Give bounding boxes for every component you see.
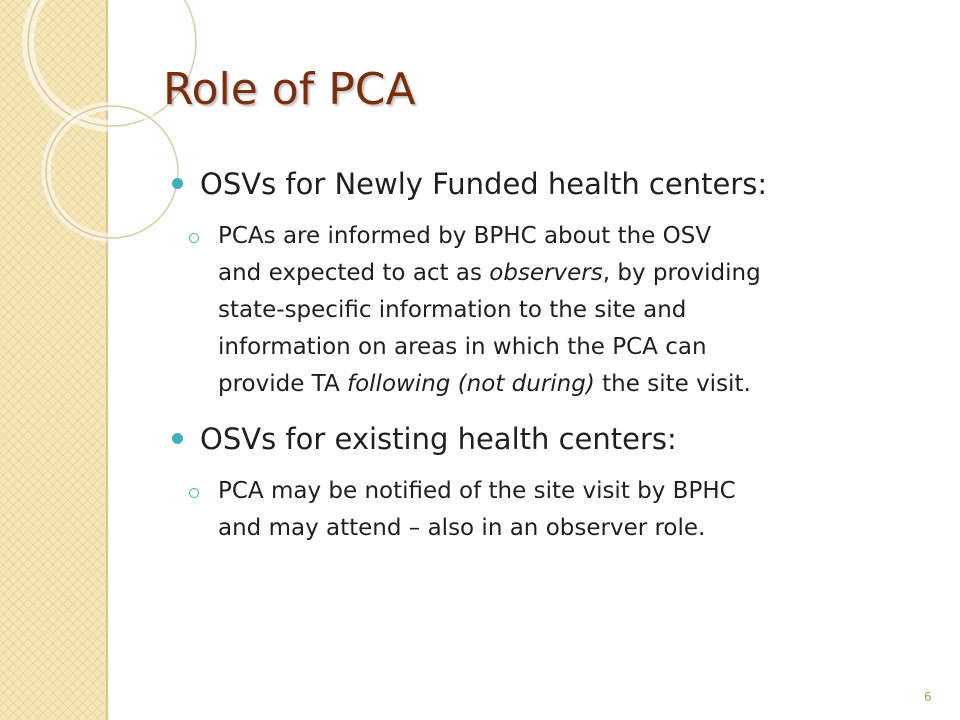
decorative-rings-icon [0,0,200,260]
bullet-existing [172,415,942,463]
text-run: state-specific information to the site and [218,297,687,323]
text-run: PCA may be notified of the site visit by BPHC [218,478,736,504]
text-run: information on areas in which the PCA can [218,334,707,360]
text-line [218,366,928,403]
slide-title: Role of PCA [163,64,416,115]
bullet-dot-icon [172,433,183,444]
sub-bullet-ring-icon [189,233,199,243]
bullet-newly-funded [172,160,942,208]
bullet-text: OSVs for existing health centers: [200,422,677,456]
emphasis-observers: observers [489,260,603,286]
text-run: and expected to act as [218,260,490,286]
slide-body [172,160,942,559]
page-number: 6 [924,690,932,704]
text-run: the site visit. [594,371,751,397]
bullet-dot-icon [172,178,183,189]
text-run: PCAs are informed by BPHC about the OSV [218,223,712,249]
text-line [218,292,928,329]
text-line [218,473,928,510]
sub-bullet-existing [189,473,942,547]
text-line [218,510,928,547]
text-run: and may attend – also in an observer role. [218,515,706,541]
sub-bullet-newly-funded [189,218,942,403]
sub-bullet-text [218,218,928,403]
emphasis-following: following (not during) [347,371,595,397]
text-run: , by providing [602,260,761,286]
sub-bullet-ring-icon [189,488,199,498]
text-line [218,255,928,292]
text-line [218,329,928,366]
bullet-text: OSVs for Newly Funded health centers: [200,167,768,201]
sub-bullet-text [218,473,928,547]
text-line [218,218,928,255]
text-run: provide TA [218,371,347,397]
